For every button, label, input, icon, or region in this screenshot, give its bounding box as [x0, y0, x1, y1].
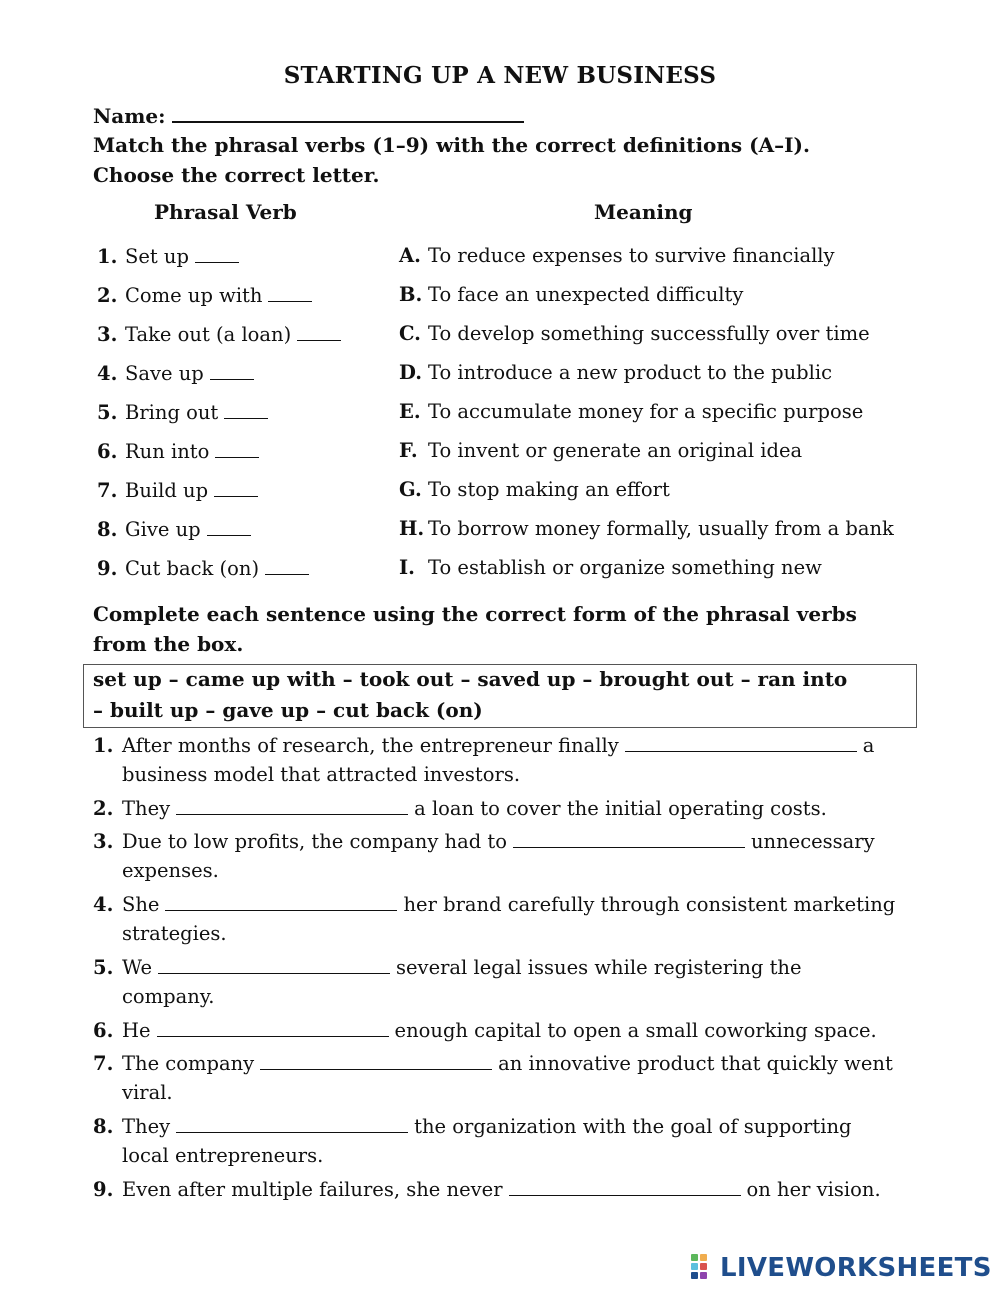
verb-row-2 [97, 283, 312, 307]
sentence-before: They [122, 1115, 171, 1138]
sentence-blank[interactable] [158, 955, 390, 974]
sentence-before: After months of research, the entrepreneur finally [122, 734, 619, 757]
sentence-4-cont: strategies. [122, 922, 227, 945]
meaning-letter: E. [399, 400, 421, 423]
answer-blank[interactable] [297, 322, 341, 341]
verb-number: 4. [97, 362, 118, 385]
instructions-2-line-2: from the box. [93, 632, 244, 656]
sentence-number: 3. [93, 830, 114, 853]
sentence-blank[interactable] [260, 1051, 492, 1070]
answer-blank[interactable] [195, 244, 239, 263]
verb-text: Come up with [125, 284, 263, 307]
sentence-1-cont: business model that attracted investors. [122, 763, 521, 786]
sentence-before: He [122, 1019, 151, 1042]
sentence-before: She [122, 893, 160, 916]
verb-number: 9. [97, 557, 118, 580]
sentence-before: The company [122, 1052, 255, 1075]
meaning-letter: A. [399, 244, 421, 267]
sentence-after: her brand carefully through consistent marketing [403, 893, 896, 916]
answer-blank[interactable] [215, 439, 259, 458]
sentence-blank[interactable] [625, 733, 857, 752]
sentence-number: 2. [93, 797, 114, 820]
sentence-number: 8. [93, 1115, 114, 1138]
sentence-before: Due to low profits, the company had to [122, 830, 507, 853]
verb-row-4 [97, 361, 254, 385]
sentence-3 [93, 829, 875, 853]
sentence-blank[interactable] [165, 892, 397, 911]
meaning-text: To stop making an effort [428, 478, 670, 501]
sentence-after: an innovative product that quickly went [498, 1052, 893, 1075]
verb-row-5 [97, 400, 268, 424]
name-input-line[interactable] [172, 101, 524, 123]
verb-number: 6. [97, 440, 118, 463]
meaning-row-h [399, 517, 894, 540]
name-row [93, 101, 524, 128]
sentence-number: 9. [93, 1178, 114, 1201]
sentence-7-cont: viral. [122, 1081, 173, 1104]
sentence-number: 5. [93, 956, 114, 979]
meaning-text: To face an unexpected difficulty [428, 283, 744, 306]
sentence-after: enough capital to open a small coworking space. [394, 1019, 877, 1042]
verb-row-8 [97, 517, 251, 541]
sentence-1 [93, 733, 874, 757]
verb-text: Set up [125, 245, 189, 268]
name-label: Name: [93, 104, 166, 128]
meaning-letter: D. [399, 361, 423, 384]
meaning-letter: G. [399, 478, 422, 501]
meaning-text: To invent or generate an original idea [428, 439, 803, 462]
verb-number: 3. [97, 323, 118, 346]
meaning-text: To reduce expenses to survive financially [428, 244, 835, 267]
sentence-after: on her vision. [746, 1178, 881, 1201]
sentence-after: the organization with the goal of supporting [414, 1115, 852, 1138]
answer-blank[interactable] [207, 517, 251, 536]
sentence-6 [93, 1018, 877, 1042]
instructions-2-line-1: Complete each sentence using the correct form of the phrasal verbs [93, 602, 857, 626]
sentence-after: a [862, 734, 875, 757]
meaning-text: To accumulate money for a specific purpose [428, 400, 864, 423]
verb-number: 2. [97, 284, 118, 307]
sentence-3-cont: expenses. [122, 859, 219, 882]
meaning-row-i [399, 556, 822, 579]
liveworksheets-logo-text: LIVEWORKSHEETS [720, 1253, 992, 1283]
answer-blank[interactable] [224, 400, 268, 419]
sentence-before: Even after multiple failures, she never [122, 1178, 503, 1201]
verb-row-1 [97, 244, 239, 268]
sentence-4 [93, 892, 895, 916]
verb-number: 5. [97, 401, 118, 424]
meaning-letter: H. [399, 517, 425, 540]
header-phrasal-verb: Phrasal Verb [154, 200, 297, 224]
meaning-text: To develop something successfully over time [428, 322, 870, 345]
sentence-number: 7. [93, 1052, 114, 1075]
verb-number: 1. [97, 245, 118, 268]
instructions-1-line-1: Match the phrasal verbs (1–9) with the correct definitions (A–I). [93, 133, 810, 157]
sentence-number: 6. [93, 1019, 114, 1042]
word-box-line-1: set up – came up with – took out – saved up – brought out – ran into [93, 667, 848, 691]
liveworksheets-logo-icon [691, 1252, 717, 1282]
sentence-8 [93, 1114, 852, 1138]
answer-blank[interactable] [265, 556, 309, 575]
sentence-blank[interactable] [176, 796, 408, 815]
meaning-row-e [399, 400, 863, 423]
instructions-1-line-2: Choose the correct letter. [93, 163, 380, 187]
sentence-number: 1. [93, 734, 114, 757]
meaning-row-g [399, 478, 670, 501]
sentence-blank[interactable] [176, 1114, 408, 1133]
sentence-after: unnecessary [750, 830, 875, 853]
verb-text: Build up [125, 479, 209, 502]
sentence-8-cont: local entrepreneurs. [122, 1144, 324, 1167]
meaning-letter: I. [399, 556, 415, 579]
verb-row-9 [97, 556, 309, 580]
sentence-after: a loan to cover the initial operating costs. [414, 797, 827, 820]
verb-text: Cut back (on) [125, 557, 260, 580]
sentence-blank[interactable] [157, 1018, 389, 1037]
verb-text: Give up [125, 518, 201, 541]
meaning-row-c [399, 322, 870, 345]
answer-blank[interactable] [268, 283, 312, 302]
sentence-2 [93, 796, 827, 820]
sentence-blank[interactable] [513, 829, 745, 848]
meaning-letter: B. [399, 283, 423, 306]
sentence-number: 4. [93, 893, 114, 916]
word-box-line-2: – built up – gave up – cut back (on) [93, 698, 483, 722]
verb-row-7 [97, 478, 258, 502]
header-meaning: Meaning [594, 200, 693, 224]
verb-number: 7. [97, 479, 118, 502]
verb-text: Run into [125, 440, 210, 463]
sentence-blank[interactable] [509, 1177, 741, 1196]
meaning-letter: F. [399, 439, 418, 462]
verb-number: 8. [97, 518, 118, 541]
sentence-5-cont: company. [122, 985, 215, 1008]
sentence-5 [93, 955, 802, 979]
verb-text: Take out (a loan) [125, 323, 292, 346]
sentence-before: We [122, 956, 152, 979]
meaning-row-f [399, 439, 802, 462]
answer-blank[interactable] [214, 478, 258, 497]
meaning-row-b [399, 283, 743, 306]
meaning-letter: C. [399, 322, 421, 345]
meaning-text: To establish or organize something new [428, 556, 822, 579]
sentence-after: several legal issues while registering the [396, 956, 802, 979]
meaning-row-d [399, 361, 832, 384]
meaning-row-a [399, 244, 835, 267]
answer-blank[interactable] [210, 361, 254, 380]
meaning-text: To borrow money formally, usually from a bank [428, 517, 894, 540]
meaning-text: To introduce a new product to the public [428, 361, 833, 384]
sentence-7 [93, 1051, 893, 1075]
sentence-before: They [122, 797, 171, 820]
verb-text: Save up [125, 362, 204, 385]
verb-row-3 [97, 322, 341, 346]
page-title: STARTING UP A NEW BUSINESS [283, 62, 717, 89]
sentence-9 [93, 1177, 881, 1201]
verb-text: Bring out [125, 401, 219, 424]
verb-row-6 [97, 439, 259, 463]
